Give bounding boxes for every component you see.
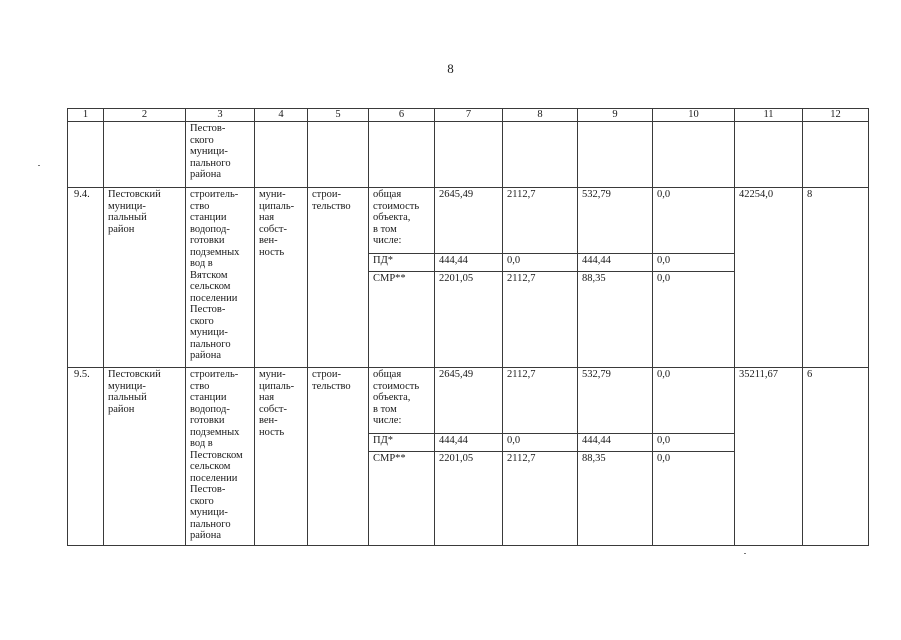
- page-number: 8: [447, 61, 454, 76]
- total-cost-value: 532,79: [582, 369, 611, 380]
- total-cost-value: 2112,7: [507, 189, 536, 200]
- smr-value: 2112,7: [507, 273, 536, 284]
- total-cost-value: 2645,49: [439, 189, 474, 200]
- total-cost-value: 2112,7: [507, 369, 536, 380]
- ownership-type: муни- ципаль- ная собст- вен- ность: [259, 369, 295, 438]
- smr-value: 2112,7: [507, 453, 536, 464]
- column-number: 8: [503, 109, 578, 122]
- column-number: 4: [255, 109, 308, 122]
- pd-value: 444,44: [582, 255, 611, 266]
- total-cost-value: 532,79: [582, 189, 611, 200]
- column-number: 6: [369, 109, 435, 122]
- description-continuation: Пестов- ского муници- пального района: [190, 123, 231, 180]
- column-number: 12: [803, 109, 869, 122]
- smr-value: 88,35: [582, 273, 606, 284]
- continuation-row: [68, 122, 869, 188]
- total-cost-label: общая стоимость объекта, в том числе:: [373, 189, 420, 246]
- scan-speck: [744, 553, 746, 554]
- column-12-value: 6: [807, 369, 813, 380]
- column-12-value: 8: [807, 189, 813, 200]
- scan-speck: [38, 165, 40, 166]
- column-number: 10: [653, 109, 735, 122]
- smr-value: 2201,05: [439, 273, 474, 284]
- smr-value: 2201,05: [439, 453, 474, 464]
- header-row: [68, 109, 869, 122]
- object-description: строитель- ство станции водопод- готовки подземных вод в Пестовском сельском поселении Пестов- ского муници- пального района: [190, 369, 243, 541]
- total-cost-value: 0,0: [657, 369, 671, 380]
- investment-table: [67, 108, 869, 546]
- object-description: строитель- ство станции водопод- готовки подземных вод в Вятском сельском поселении Пестов- ского муници- пального района: [190, 189, 240, 361]
- pd-value: 0,0: [657, 435, 671, 446]
- pd-label: ПД*: [373, 435, 393, 446]
- capacity-value: 35211,67: [739, 369, 778, 380]
- smr-value: 88,35: [582, 453, 606, 464]
- total-cost-value: 0,0: [657, 189, 671, 200]
- table-row: [68, 368, 869, 434]
- pd-label: ПД*: [373, 255, 393, 266]
- ownership-type: муни- ципаль- ная собст- вен- ность: [259, 189, 295, 258]
- total-cost-label: общая стоимость объекта, в том числе:: [373, 369, 420, 426]
- column-number: 9: [578, 109, 653, 122]
- total-cost-value: 2645,49: [439, 369, 474, 380]
- district-name: Пестовский муници- пальный район: [108, 189, 161, 235]
- pd-value: 0,0: [657, 255, 671, 266]
- table-row: [68, 188, 869, 254]
- column-number: 5: [308, 109, 369, 122]
- work-type: строи- тельство: [312, 369, 351, 392]
- work-type: строи- тельство: [312, 189, 351, 212]
- pd-value: 444,44: [439, 435, 468, 446]
- column-number: 2: [104, 109, 186, 122]
- district-name: Пестовский муници- пальный район: [108, 369, 161, 415]
- smr-value: 0,0: [657, 273, 671, 284]
- column-number: 1: [68, 109, 104, 122]
- pd-value: 0,0: [507, 255, 521, 266]
- column-number: 7: [435, 109, 503, 122]
- row-number: 9.4.: [74, 189, 90, 200]
- capacity-value: 42254,0: [739, 189, 774, 200]
- column-number: 3: [186, 109, 255, 122]
- pd-value: 444,44: [439, 255, 468, 266]
- smr-value: 0,0: [657, 453, 671, 464]
- pd-value: 0,0: [507, 435, 521, 446]
- smr-label: СМР**: [373, 273, 406, 284]
- column-number: 11: [735, 109, 803, 122]
- pd-value: 444,44: [582, 435, 611, 446]
- row-number: 9.5.: [74, 369, 90, 380]
- smr-label: СМР**: [373, 453, 406, 464]
